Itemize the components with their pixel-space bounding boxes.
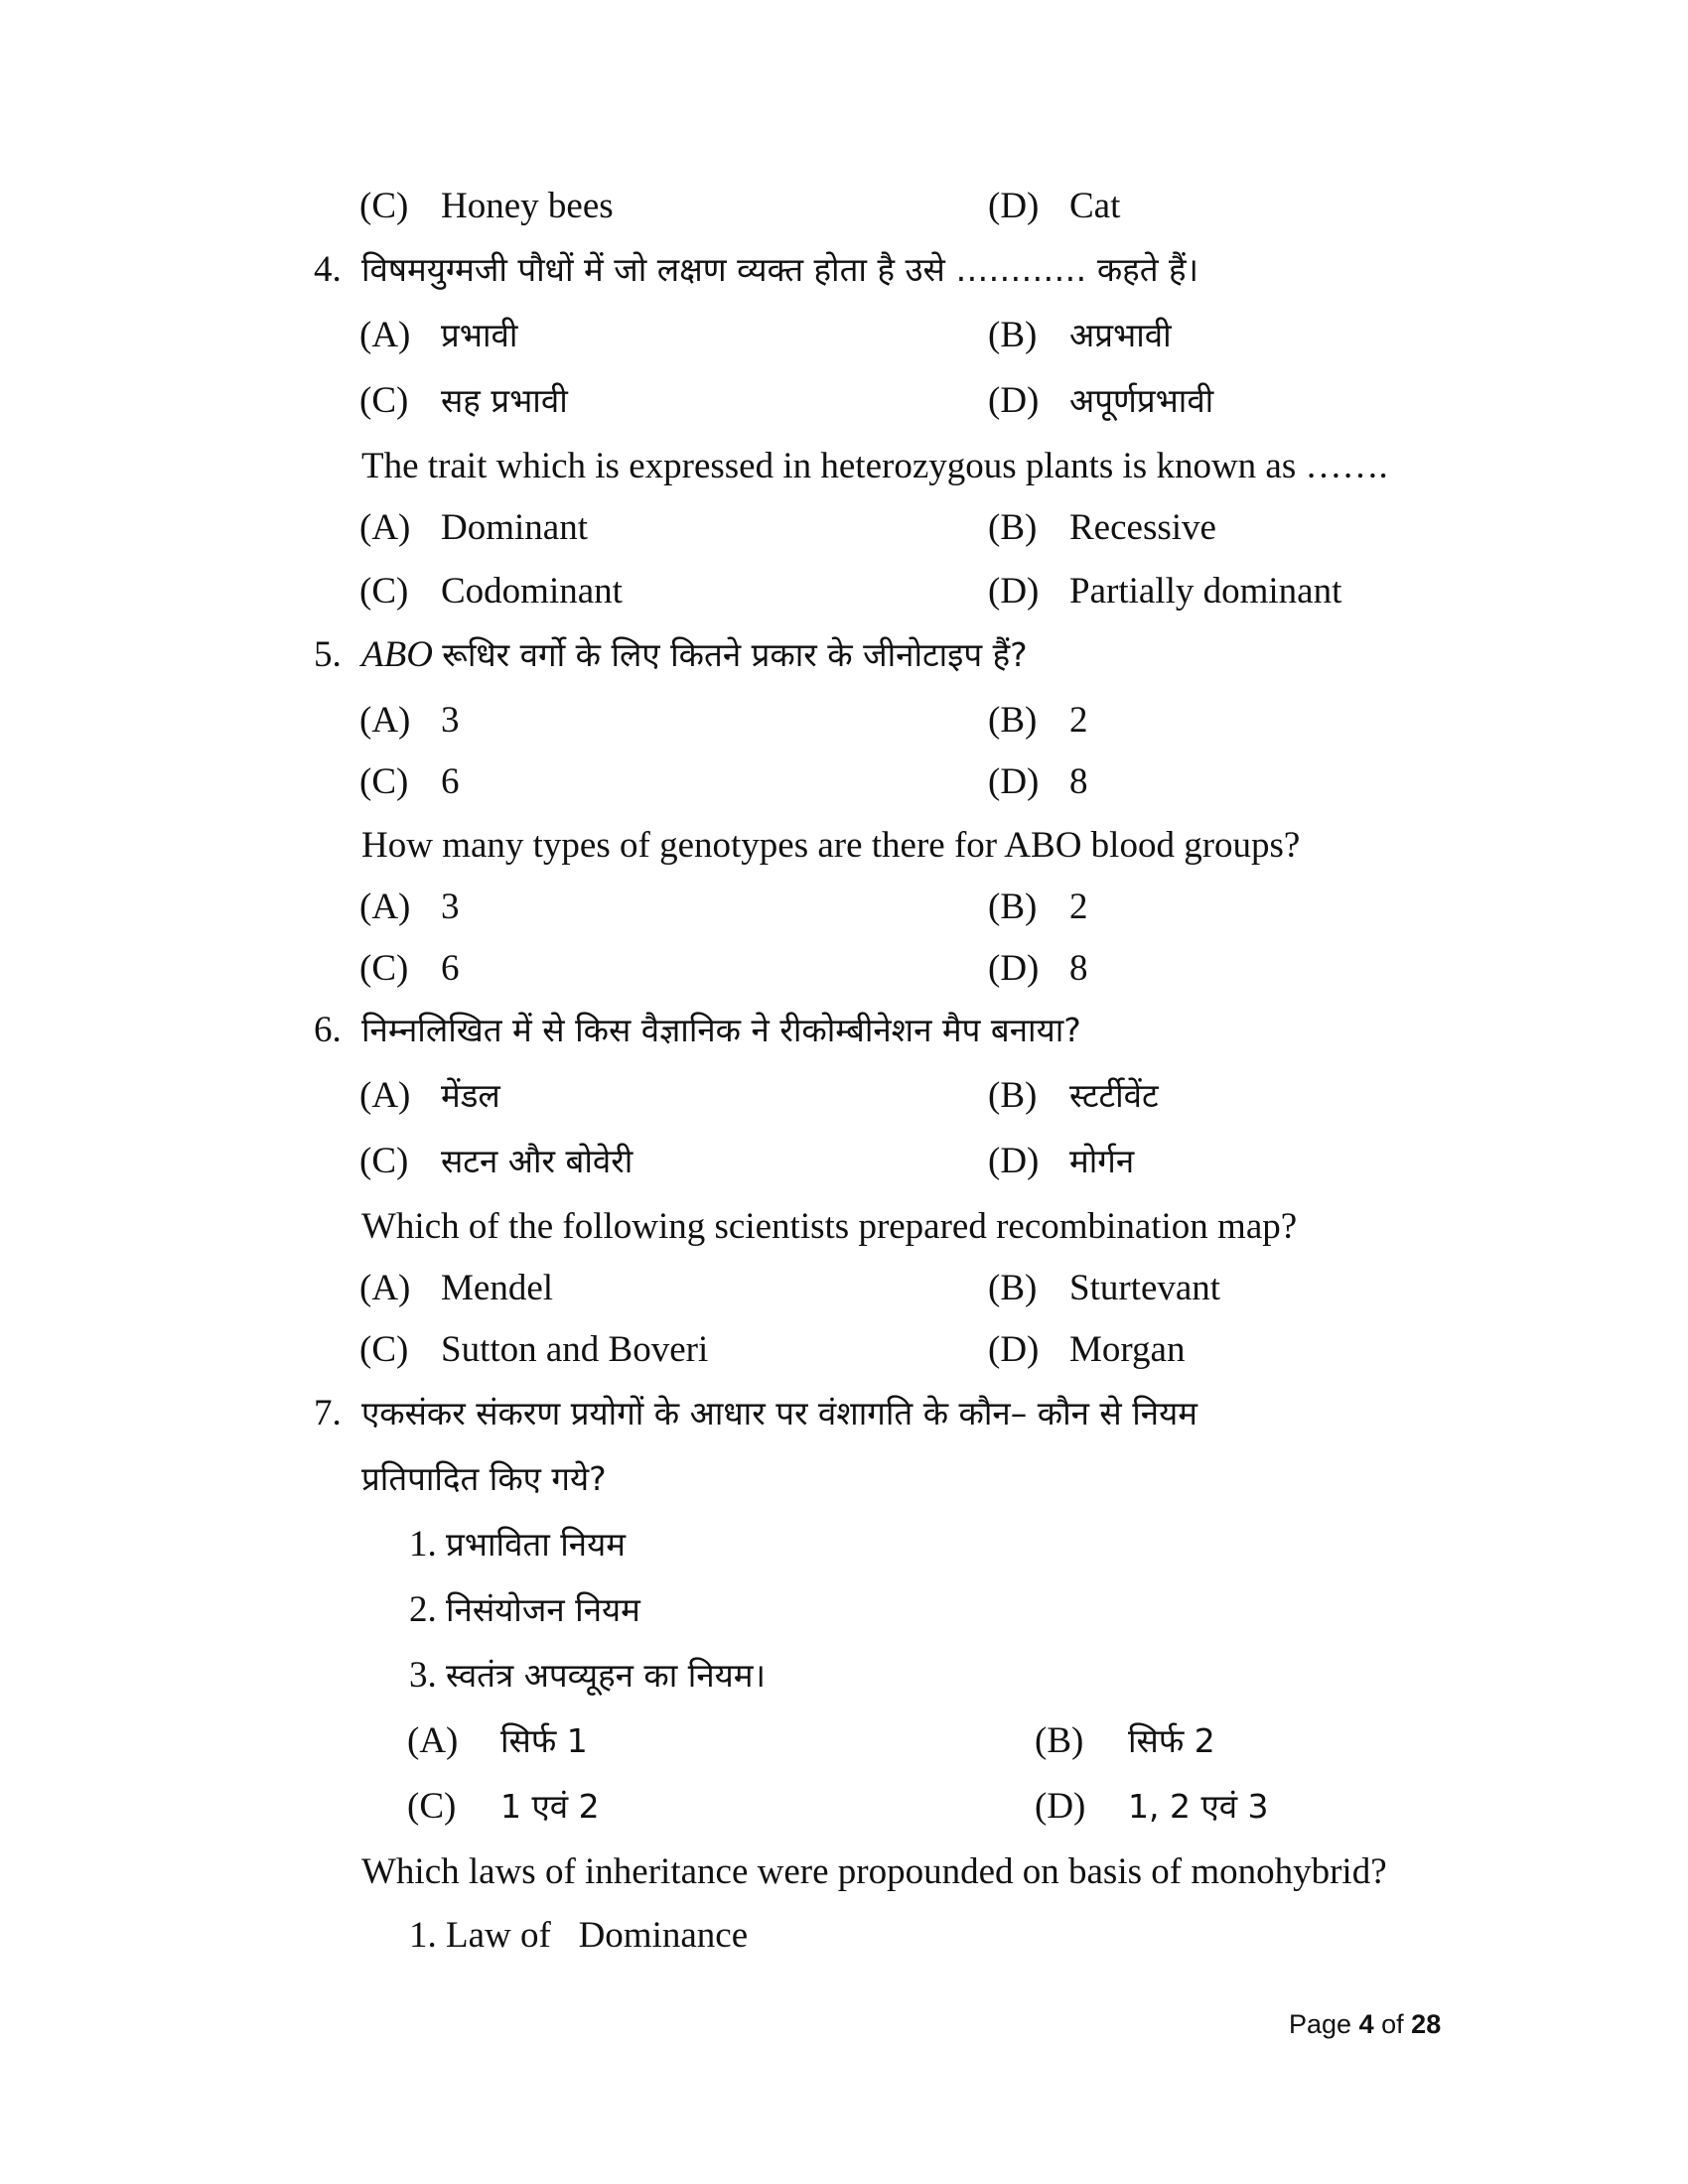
option-b: (B) Recessive — [988, 507, 1216, 548]
option-c: (C) Sutton and Boveri — [359, 1329, 709, 1370]
option-c: (C) सटन और बोवेरी — [359, 1141, 633, 1181]
option-b: (B) सिर्फ 2 — [1035, 1720, 1215, 1761]
list-item: 3. स्वतंत्र अपव्यूहन का नियम। — [409, 1655, 767, 1696]
option-c: (C) 6 — [359, 761, 460, 802]
question-7-hindi-continued: प्रतिपादित किए गये? — [361, 1459, 607, 1498]
question-4-english: The trait which is expressed in heterozygous plants is known as ……. — [361, 446, 1388, 486]
option-b: (B) स्टर्टीवेंट — [988, 1075, 1159, 1116]
option-a: (A) प्रभावी — [359, 315, 518, 355]
page-number: Page 4 of 28 — [1289, 2009, 1442, 2039]
question-7-hindi: 7. एकसंकर संकरण प्रयोगों के आधार पर वंशागति के कौन– कौन से नियम — [314, 1393, 1197, 1433]
option-a: (A) मेंडल — [359, 1075, 500, 1116]
option-d: (D) Morgan — [988, 1329, 1186, 1370]
question-5-english: How many types of genotypes are there for ABO blood groups? — [361, 825, 1301, 866]
option-a: (A) Mendel — [359, 1268, 554, 1308]
list-item: 1. Law of Dominance — [409, 1915, 749, 1956]
list-item: 1. प्रभाविता नियम — [409, 1524, 627, 1565]
list-item: 2. निसंयोजन नियम — [409, 1589, 640, 1630]
option-c: (C) 6 — [359, 948, 460, 989]
question-6-hindi: 6. निम्नलिखित में से किस वैज्ञानिक ने रीकोम्बीनेशन मैप बनाया? — [314, 1010, 1081, 1050]
option-a: (A) 3 — [359, 700, 460, 741]
option-d: (D) 8 — [988, 761, 1088, 802]
option-a: (A) Dominant — [359, 507, 588, 548]
option-d: (D) मोर्गन — [988, 1141, 1135, 1181]
option-d: (D) Cat — [988, 186, 1121, 226]
question-4-hindi: 4. विषमयुग्मजी पौधों में जो लक्षण व्यक्त होता है उसे ………… कहते हैं। — [314, 249, 1199, 290]
option-b: (B) Sturtevant — [988, 1268, 1221, 1308]
question-7-english: Which laws of inheritance were propounded on basis of monohybrid? — [361, 1851, 1387, 1892]
option-c: (C) 1 एवं 2 — [407, 1786, 600, 1827]
question-6-english: Which of the following scientists prepared recombination map? — [361, 1206, 1298, 1247]
option-b: (B) 2 — [988, 887, 1088, 927]
option-c: (C) Codominant — [359, 571, 623, 612]
option-c: (C) Honey bees — [359, 186, 614, 226]
option-d: (D) 8 — [988, 948, 1088, 989]
option-b: (B) अप्रभावी — [988, 315, 1172, 355]
option-a: (A) 3 — [359, 887, 460, 927]
option-a: (A) सिर्फ 1 — [407, 1720, 588, 1761]
option-d: (D) अपूर्णप्रभावी — [988, 380, 1214, 421]
option-d: (D) 1, 2 एवं 3 — [1035, 1786, 1269, 1827]
option-b: (B) 2 — [988, 700, 1088, 741]
option-d: (D) Partially dominant — [988, 571, 1342, 612]
option-c: (C) सह प्रभावी — [359, 380, 568, 421]
question-5-hindi: 5. ABO रूधिर वर्गो के लिए कितने प्रकार के जीनोटाइप हैं? — [314, 634, 1028, 675]
